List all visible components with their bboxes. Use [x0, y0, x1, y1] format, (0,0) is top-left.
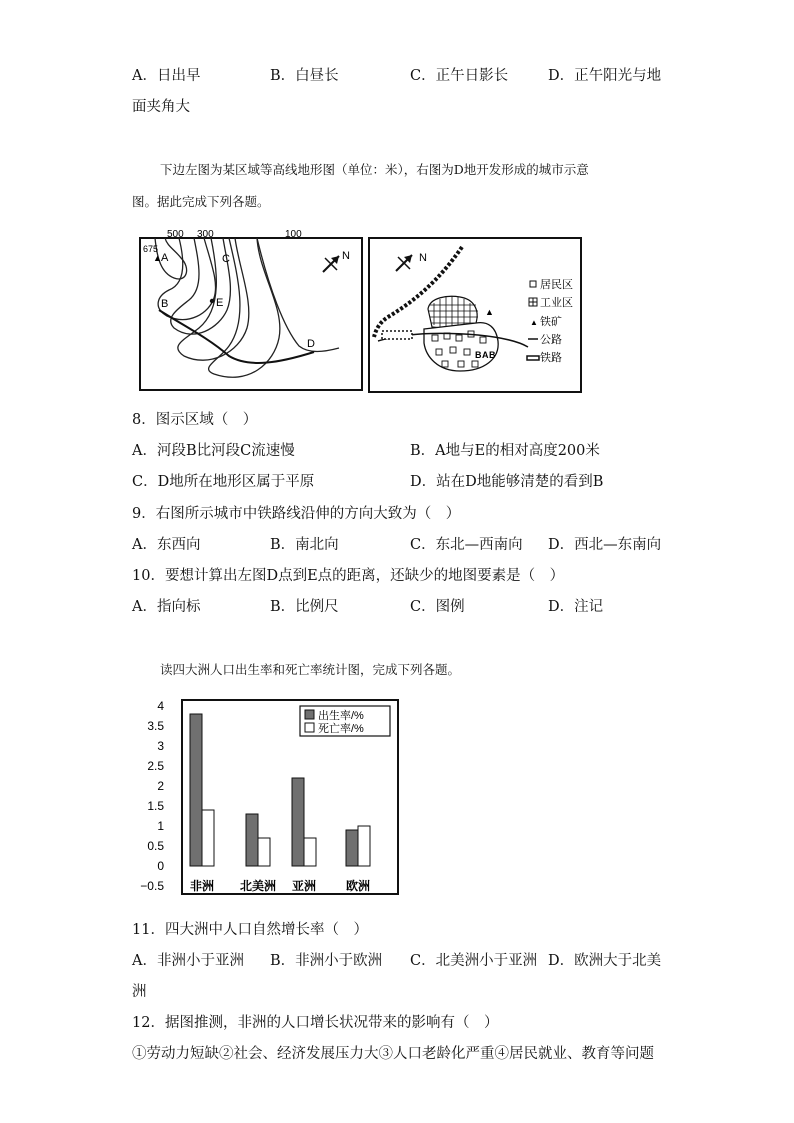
legend-iron-mine: 铁矿 [540, 316, 562, 328]
y-tick-label: −0.5 [140, 879, 164, 893]
legend-residential-icon [530, 281, 536, 287]
iron-mine-icon: ▲ [485, 307, 494, 317]
contour-label-100: 100 [285, 229, 302, 240]
legend-railway: 铁路 [540, 352, 562, 364]
legend-death-rate: 死亡率/% [318, 723, 364, 735]
north-label: N [342, 250, 350, 262]
y-tick-label: 3 [157, 739, 164, 753]
x-category-label: 非洲 [189, 879, 215, 893]
bar-birth-3 [346, 830, 358, 866]
bar-death-0 [202, 810, 214, 866]
q11-stem: 11．四大洲中人口自然增长率（ ） [132, 922, 368, 938]
point-a-label: A [161, 252, 169, 264]
bar-death-3 [358, 826, 370, 866]
y-tick-label: 1.5 [147, 799, 164, 813]
q7-option-a: A．日出早 [132, 68, 201, 84]
bar-birth-1 [246, 814, 258, 866]
q8-stem: 8．图示区域（ ） [132, 412, 258, 428]
q11-option-c: C．北美洲小于亚洲 [410, 953, 538, 969]
y-tick-label: 1 [157, 819, 164, 833]
legend-mine-icon: ▲ [530, 318, 538, 327]
y-tick-label: 0.5 [147, 839, 164, 853]
q12-items: ①劳动力短缺②社会、经济发展压力大③人口老龄化严重④居民就业、教育等问题 [132, 1046, 654, 1062]
q8-option-a: A．河段B比河段C流速慢 [132, 443, 295, 459]
contour-map [139, 228, 364, 393]
bar-birth-2 [292, 778, 304, 866]
contour-label-300: 300 [197, 229, 214, 240]
y-tick-label: 3.5 [147, 719, 164, 733]
elevation-label: 675 [143, 244, 159, 254]
city-map [368, 237, 582, 393]
x-category-label: 欧洲 [345, 879, 371, 893]
point-c-label: C [222, 253, 230, 265]
legend-industrial-icon [529, 298, 537, 306]
population-bar-chart [130, 696, 410, 906]
q10-option-b: B．比例尺 [270, 599, 339, 615]
y-tick-label: 2 [157, 779, 164, 793]
y-tick-label: 4 [157, 699, 164, 713]
contour-label-500: 500 [167, 229, 184, 240]
q10-option-d: D．注记 [548, 599, 604, 615]
q11-option-a: A．非洲小于亚洲 [132, 953, 244, 969]
y-tick-label: 2.5 [147, 759, 164, 773]
point-b-label: B [161, 298, 169, 310]
q10-stem: 10．要想计算出左图D点到E点的距离，还缺少的地图要素是（ ） [132, 568, 565, 584]
q8-option-d: D．站在D地能够清楚的看到B [410, 474, 604, 490]
q11-option-b: B．非洲小于欧洲 [270, 953, 383, 969]
q7-option-d-continued: 面夹角大 [132, 99, 190, 115]
q9-stem: 9．右图所示城市中铁路线沿伸的方向大致为（ ） [132, 506, 461, 522]
q8-option-c: C．D地所在地形区属于平原 [132, 474, 315, 490]
intro2: 读四大洲人口出生率和死亡率统计图，完成下列各题。 [160, 662, 461, 677]
x-category-label: 北美洲 [239, 879, 277, 893]
q10-option-a: A．指向标 [132, 599, 201, 615]
q9-option-d: D．西北—东南向 [548, 537, 662, 553]
legend-death-rate-swatch [305, 723, 314, 732]
block-label-b1: B [475, 350, 482, 360]
q9-option-a: A．东西向 [132, 537, 201, 553]
legend-birth-rate: 出生率/% [318, 710, 364, 722]
intro1-line1: 下边左图为某区域等高线地形图（单位：米），右图为D地开发形成的城市示意 [160, 162, 589, 177]
triangle-icon: ▲ [153, 253, 162, 263]
point-d-label: D [307, 338, 315, 350]
legend-industrial: 工业区 [540, 297, 573, 309]
point-e-marker [210, 299, 214, 303]
legend-railway-icon [527, 356, 539, 360]
legend-residential: 居民区 [540, 279, 573, 291]
q7-option-d: D．正午阳光与地 [548, 68, 662, 84]
x-category-label: 亚洲 [291, 879, 317, 893]
q11-option-d: D．欧洲大于北美 [548, 953, 662, 969]
block-label-b2: B [489, 350, 496, 360]
legend-road: 公路 [540, 334, 562, 346]
bar-birth-0 [190, 714, 202, 866]
q7-option-c: C．正午日影长 [410, 68, 509, 84]
point-e-label: E [216, 297, 224, 309]
chart-legend [300, 706, 390, 736]
q8-option-b: B．A地与E的相对高度200米 [410, 443, 600, 459]
q11-option-d-continued: 洲 [132, 984, 147, 1000]
bar-death-1 [258, 838, 270, 866]
q9-option-c: C．东北—西南向 [410, 537, 523, 553]
q12-stem: 12．据图推测，非洲的人口增长状况带来的影响有（ ） [132, 1015, 499, 1031]
north-label: N [419, 252, 427, 264]
block-label-a: A [482, 350, 489, 360]
intro1-line2: 图。据此完成下列各题。 [132, 194, 270, 209]
q10-option-c: C．图例 [410, 599, 465, 615]
bar-death-2 [304, 838, 316, 866]
q7-option-b: B．白昼长 [270, 68, 339, 84]
y-tick-label: 0 [157, 859, 164, 873]
q9-option-b: B．南北向 [270, 537, 339, 553]
legend-birth-rate-swatch [305, 710, 314, 719]
